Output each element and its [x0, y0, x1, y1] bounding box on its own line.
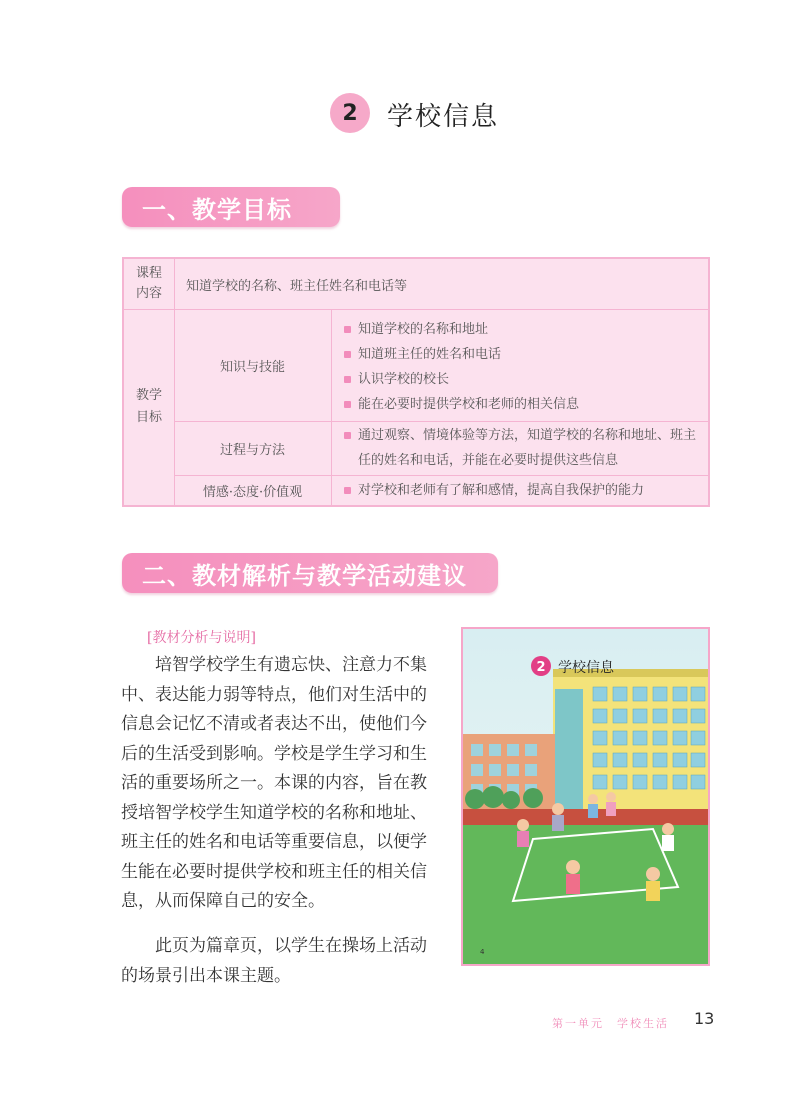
chapter-illustration — [461, 627, 710, 966]
list-item: 知道班主任的姓名和电话 — [342, 342, 579, 367]
emotion-attitude-values-label: 情感·态度·价值观 — [202, 484, 303, 500]
list-item: 知道学校的名称和地址 — [342, 317, 579, 342]
chapter-title: 学校信息 — [387, 102, 500, 132]
teaching-goals-label: 教学 目标 — [135, 388, 162, 425]
process-methods-list — [342, 422, 702, 474]
list-item: 能在必要时提供学校和老师的相关信息 — [342, 392, 579, 417]
list-item: 认识学校的校长 — [342, 367, 579, 392]
knowledge-skills-list — [342, 315, 708, 419]
course-content-label: 课程 内容 — [135, 266, 162, 301]
illustration-badge: 2 — [536, 660, 546, 675]
chapter-number-badge: 2 — [330, 93, 370, 133]
schoolyard-illustration — [463, 629, 708, 964]
list-item: 通过观察、情境体验等方法，知道学校的名称和地址、班主任的姓名和电话，并能在必要时提供这些信息 — [342, 423, 702, 473]
section-title: 一、教学目标 — [142, 195, 292, 224]
section-title: 二、教材解析与教学活动建议 — [142, 561, 467, 590]
illustration-title: 学校信息 — [558, 660, 614, 676]
course-content-text: 知道学校的名称、班主任姓名和电话等 — [186, 278, 408, 294]
section-banner-teaching-goals — [122, 187, 340, 227]
objectives-table — [122, 257, 710, 507]
emotion-attitude-values-list — [342, 475, 708, 505]
illustration-page-number: 4 — [480, 948, 485, 956]
analysis-subtitle: [教材分析与说明] — [147, 630, 256, 646]
knowledge-skills-label: 知识与技能 — [219, 359, 285, 375]
section-banner-material-analysis — [122, 553, 498, 593]
analysis-paragraph-1: 培智学校学生有遗忘快、注意力不集中、表达能力弱等特点，他们对生活中的信息会记忆不清或者表达不出，使他们今后的生活受到影响。学校是学生学习和生活的重要场所之一。本课的内容，旨在教授培智学校学生知道学校的名称和地址、班主任的姓名和电话等重要信息，以便学生能在必要时提供学校和班主任的相关信息，从而保障自己的安全。 — [121, 655, 427, 911]
process-methods-label: 过程与方法 — [219, 442, 285, 458]
page-number: 13 — [694, 1009, 715, 1028]
footer-unit-text: 第一单元 学校生活 — [552, 1017, 669, 1030]
list-item: 对学校和老师有了解和感情，提高自我保护的能力 — [342, 478, 644, 503]
analysis-paragraph-2: 此页为篇章页，以学生在操场上活动的场景引出本课主题。 — [121, 936, 427, 986]
